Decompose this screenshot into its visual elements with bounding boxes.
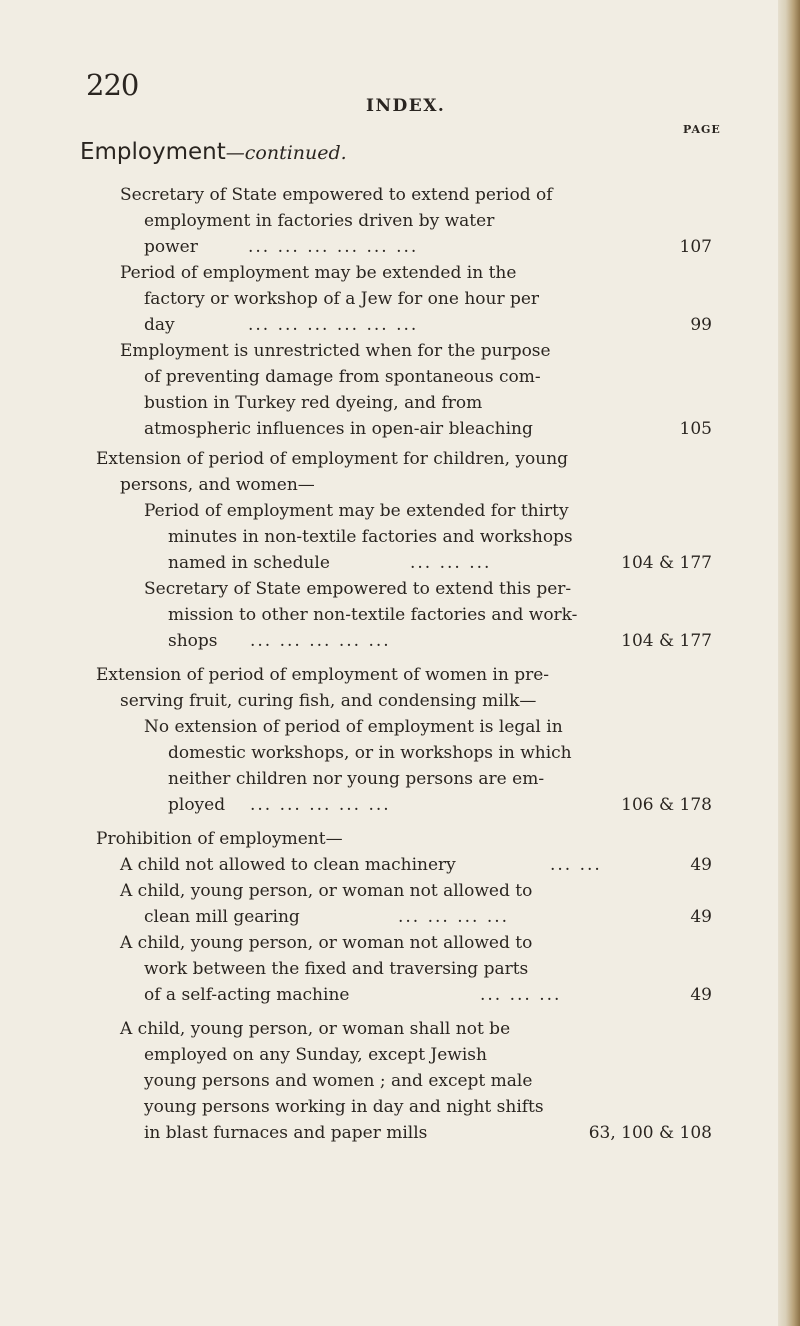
index-line: Period of employment may be extended in the (120, 263, 517, 283)
index-line: employed on any Sunday, except Jewish (144, 1045, 487, 1065)
index-line: day (144, 315, 175, 335)
index-line: bustion in Turkey red dyeing, and from (144, 393, 483, 413)
index-line: in blast furnaces and paper mills (144, 1123, 428, 1143)
index-line: Extension of period of employment of women in pre- (96, 665, 550, 685)
index-line: Prohibition of employment— (96, 829, 343, 849)
page-ref: 49 (690, 907, 712, 927)
index-line: of a self-acting machine (144, 985, 350, 1005)
leader-dots: ... ... ... ... ... ... (248, 315, 419, 335)
page-edge-shadow (778, 0, 800, 1326)
index-line: Extension of period of employment for children, young (96, 449, 569, 469)
page-ref: 49 (690, 985, 712, 1005)
index-line: young persons working in day and night shifts (144, 1097, 544, 1117)
page-ref: 104 & 177 (621, 553, 712, 573)
page-column-label: PAGE (683, 123, 721, 136)
heading-main: Employment (80, 139, 226, 165)
page-ref: 63, 100 & 108 (588, 1123, 712, 1143)
index-line: serving fruit, curing fish, and condensing milk— (120, 691, 537, 711)
leader-dots: ... ... (550, 855, 602, 875)
index-line: Employment is unrestricted when for the purpose (120, 341, 551, 361)
page-ref: 106 & 178 (621, 795, 712, 815)
index-line: power (144, 237, 198, 257)
index-line: atmospheric influences in open-air bleaching (144, 419, 533, 439)
index-line: work between the fixed and traversing parts (144, 959, 529, 979)
index-line: Period of employment may be extended for thirty (144, 501, 569, 521)
index-line: named in schedule (168, 553, 330, 573)
page-ref: 49 (690, 855, 712, 875)
index-line: No extension of period of employment is legal in (144, 717, 563, 737)
index-line: A child, young person, or woman not allowed to (120, 881, 533, 901)
section-heading (80, 139, 347, 165)
index-line: persons, and women— (120, 475, 315, 495)
index-line: employment in factories driven by water (144, 211, 495, 231)
page-ref: 104 & 177 (621, 631, 712, 651)
leader-dots: ... ... ... (480, 985, 562, 1005)
index-line: factory or workshop of a Jew for one hour per (144, 289, 540, 309)
leader-dots: ... ... ... ... ... (250, 795, 391, 815)
page-number: 220 (86, 68, 139, 102)
index-line: of preventing damage from spontaneous com- (144, 367, 541, 387)
index-line: ployed (168, 795, 226, 815)
index-line: Secretary of State empowered to extend this per- (144, 579, 572, 599)
index-line: young persons and women ; and except male (144, 1071, 533, 1091)
index-line: mission to other non-textile factories and work- (168, 605, 578, 625)
index-line: neither children nor young persons are em- (168, 769, 545, 789)
leader-dots: ... ... ... ... (398, 907, 510, 927)
running-head: INDEX. (366, 96, 446, 116)
index-line: Secretary of State empowered to extend period of (120, 185, 553, 205)
leader-dots: ... ... ... ... ... ... (248, 237, 419, 257)
index-line: shops (168, 631, 218, 651)
index-line: minutes in non-textile factories and workshops (168, 527, 573, 547)
index-line: A child, young person, or woman shall not be (120, 1019, 511, 1039)
index-line: domestic workshops, or in workshops in which (168, 743, 572, 763)
leader-dots: ... ... ... (410, 553, 492, 573)
leader-dots: ... ... ... ... ... (250, 631, 391, 651)
page-ref: 105 (679, 419, 712, 439)
index-line: clean mill gearing (144, 907, 300, 927)
index-line: A child, young person, or woman not allowed to (120, 933, 533, 953)
page-ref: 99 (690, 315, 712, 335)
page-ref: 107 (679, 237, 712, 257)
heading-continued: —continued. (225, 142, 347, 164)
index-line: A child not allowed to clean machinery (120, 855, 456, 875)
